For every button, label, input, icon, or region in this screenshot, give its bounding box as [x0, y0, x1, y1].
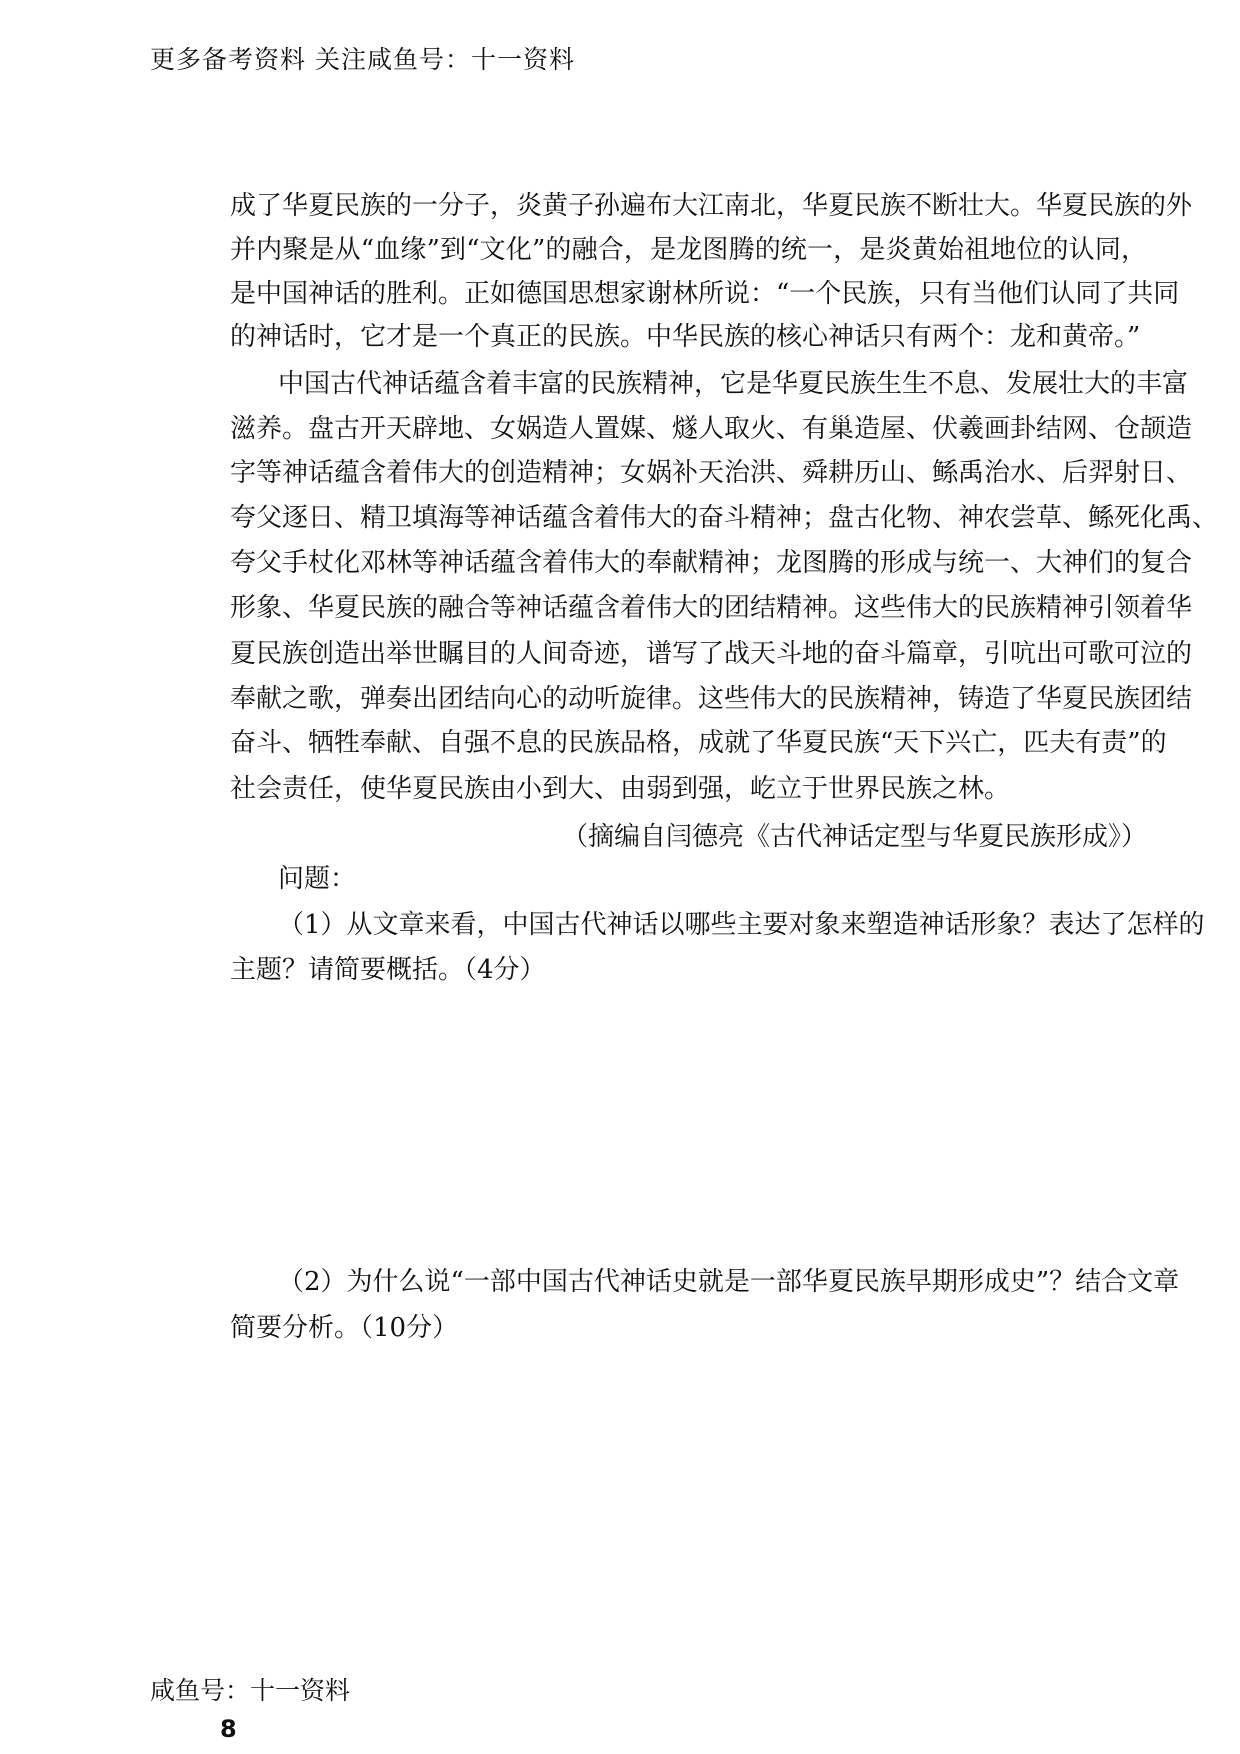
paragraph-line: 滋养。盘古开天辟地、女娲造人置媒、燧人取火、有巢造屋、伏羲画卦结网、仓颉造: [230, 414, 1193, 444]
citation: （摘编自闫德亮《古代神话定型与华夏民族形成》）: [561, 822, 1147, 852]
paragraph-line: 社会责任，使华夏民族由小到大、由弱到强，屹立于世界民族之林。: [230, 774, 1011, 804]
paragraph-line: 的神话时，它才是一个真正的民族。中华民族的核心神话只有两个：龙和黄帝。”: [230, 322, 1141, 352]
paragraph-line: 成了华夏民族的一分子，炎黄子孙遍布大江南北，华夏民族不断壮大。华夏民族的外: [230, 191, 1193, 221]
paragraph-line: 并内聚是从“血缘”到“文化”的融合，是龙图腾的统一，是炎黄始祖地位的认同，: [230, 235, 1147, 265]
paragraph-line: 夸父逐日、精卫填海等神话蕴含着伟大的奋斗精神；盘古化物、神农尝草、鲧死化禹、: [230, 503, 1219, 533]
question-2-line: （2）为什么说“一部中国古代神话史就是一部华夏民族早期形成史”？结合文章: [278, 1267, 1180, 1297]
footer-watermark: 咸鱼号：十一资料: [150, 1676, 351, 1705]
paragraph-line: 中国古代神话蕴含着丰富的民族精神，它是华夏民族生生不息、发展壮大的丰富: [278, 369, 1189, 399]
paragraph-line: 夏民族创造出举世瞩目的人间奇迹，谱写了战天斗地的奋斗篇章，引吭出可歌可泣的: [230, 639, 1193, 669]
paragraph-line: 奉献之歌，弹奏出团结向心的动听旋律。这些伟大的民族精神，铸造了华夏民族团结: [230, 684, 1193, 714]
paragraph-line: 形象、华夏民族的融合等神话蕴含着伟大的团结精神。这些伟大的民族精神引领着华: [230, 593, 1193, 623]
question-1-line: 主题？请简要概括。（4分）: [230, 955, 546, 985]
paragraph-line: 字等神话蕴含着伟大的创造精神；女娲补天治洪、舜耕历山、鲧禹治水、后羿射日、: [230, 458, 1193, 488]
questions-label: 问题：: [278, 864, 357, 894]
page-number: 8: [220, 1715, 237, 1743]
question-2-line: 简要分析。（10分）: [230, 1313, 459, 1343]
paragraph-line: 奋斗、牺牲奉献、自强不息的民族品格，成就了华夏民族“天下兴亡，匹夫有责”的: [230, 728, 1167, 758]
header-watermark: 更多备考资料 关注咸鱼号：十一资料: [150, 45, 575, 74]
paragraph-line: 是中国神话的胜利。正如德国思想家谢林所说：“一个民族，只有当他们认同了共同: [230, 279, 1180, 309]
paragraph-line: 夸父手杖化邓林等神话蕴含着伟大的奉献精神；龙图腾的形成与统一、大神们的复合: [230, 548, 1193, 578]
question-1-line: （1）从文章来看，中国古代神话以哪些主要对象来塑造神话形象？表达了怎样的: [278, 910, 1205, 940]
